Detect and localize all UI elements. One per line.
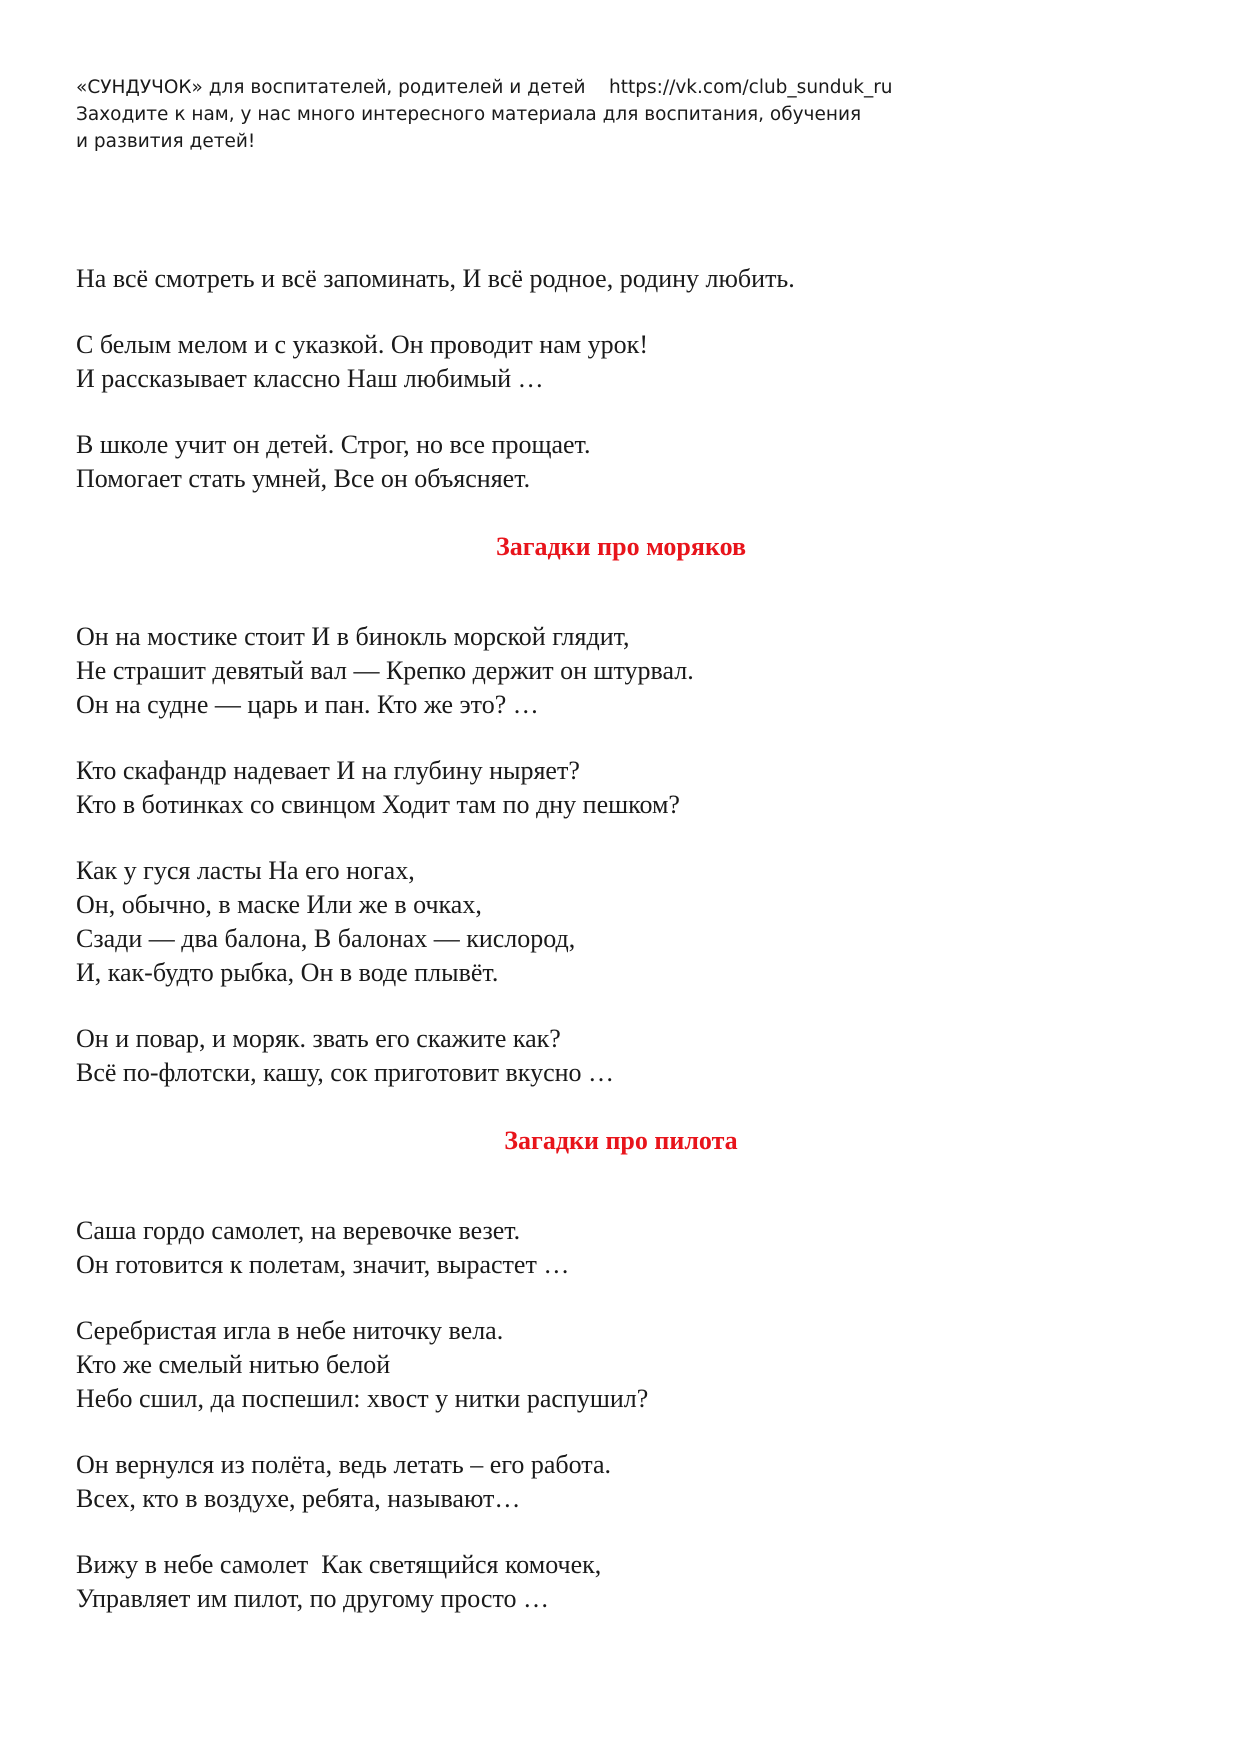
header-line-3: и развития детей! (76, 131, 256, 152)
riddle-block (76, 620, 1166, 722)
riddle-block (76, 428, 1166, 496)
riddle-line: Кто скафандр надевает И на глубину ныряет? (76, 756, 580, 785)
riddle-line: С белым мелом и с указкой. Он проводит нам урок! (76, 330, 648, 359)
riddle-block (76, 1314, 1166, 1416)
riddle-line: Не страшит девятый вал — Крепко держит он штурвал. (76, 656, 694, 685)
riddle-block (76, 1548, 1166, 1616)
riddle-line: Он на мостике стоит И в бинокль морской глядит, (76, 622, 630, 651)
riddle-line: Сзади — два балона, В балонах — кислород, (76, 924, 576, 953)
riddle-line: Помогает стать умней, Все он объясняет. (76, 464, 531, 493)
riddle-line: Всё по-флотски, кашу, сок приготовит вкусно … (76, 1058, 615, 1087)
site-header (76, 74, 1076, 155)
riddle-line: Кто в ботинках со свинцом Ходит там по дну пешком? (76, 790, 680, 819)
riddle-line: И рассказывает классно Наш любимый … (76, 364, 544, 393)
riddle-block (76, 1022, 1166, 1090)
riddle-line: Он вернулся из полёта, ведь летать – его работа. (76, 1450, 611, 1479)
riddle-line: Всех, кто в воздухе, ребята, называют… (76, 1484, 521, 1513)
riddle-line: Он на судне — царь и пан. Кто же это? … (76, 690, 539, 719)
riddles-content (76, 262, 1166, 1648)
riddle-line: И, как-будто рыбка, Он в воде плывёт. (76, 958, 499, 987)
riddle-line: Вижу в небе самолет Как светящийся комочек, (76, 1550, 602, 1579)
riddle-block (76, 262, 1166, 296)
riddle-line: На всё смотреть и всё запоминать, И всё родное, родину любить. (76, 264, 795, 293)
riddle-line: Как у гуся ласты На его ногах, (76, 856, 415, 885)
section-title-pilots: Загадки про пилота (504, 1126, 738, 1155)
riddle-line: Небо сшил, да поспешил: хвост у нитки распушил? (76, 1384, 649, 1413)
riddle-block (76, 1214, 1166, 1282)
header-line-1: «СУНДУЧОК» для воспитателей, родителей и детей https://vk.com/club_sunduk_ru (76, 77, 893, 98)
riddle-line: В школе учит он детей. Строг, но все прощает. (76, 430, 591, 459)
riddle-block (76, 1448, 1166, 1516)
riddle-block (76, 328, 1166, 396)
riddle-line: Он, обычно, в маске Или же в очках, (76, 890, 482, 919)
riddle-block (76, 854, 1166, 990)
section-title-sailors: Загадки про моряков (495, 532, 746, 561)
riddle-line: Серебристая игла в небе ниточку вела. (76, 1316, 504, 1345)
riddle-line: Управляет им пилот, по другому просто … (76, 1584, 549, 1613)
header-line-2: Заходите к нам, у нас много интересного материала для воспитания, обучения (76, 104, 862, 125)
riddle-line: Саша гордо самолет, на веревочке везет. (76, 1216, 521, 1245)
riddle-block (76, 754, 1166, 822)
riddle-line: Кто же смелый нитью белой (76, 1350, 391, 1379)
riddle-line: Он готовится к полетам, значит, вырастет … (76, 1250, 570, 1279)
riddle-line: Он и повар, и моряк. звать его скажите как? (76, 1024, 561, 1053)
